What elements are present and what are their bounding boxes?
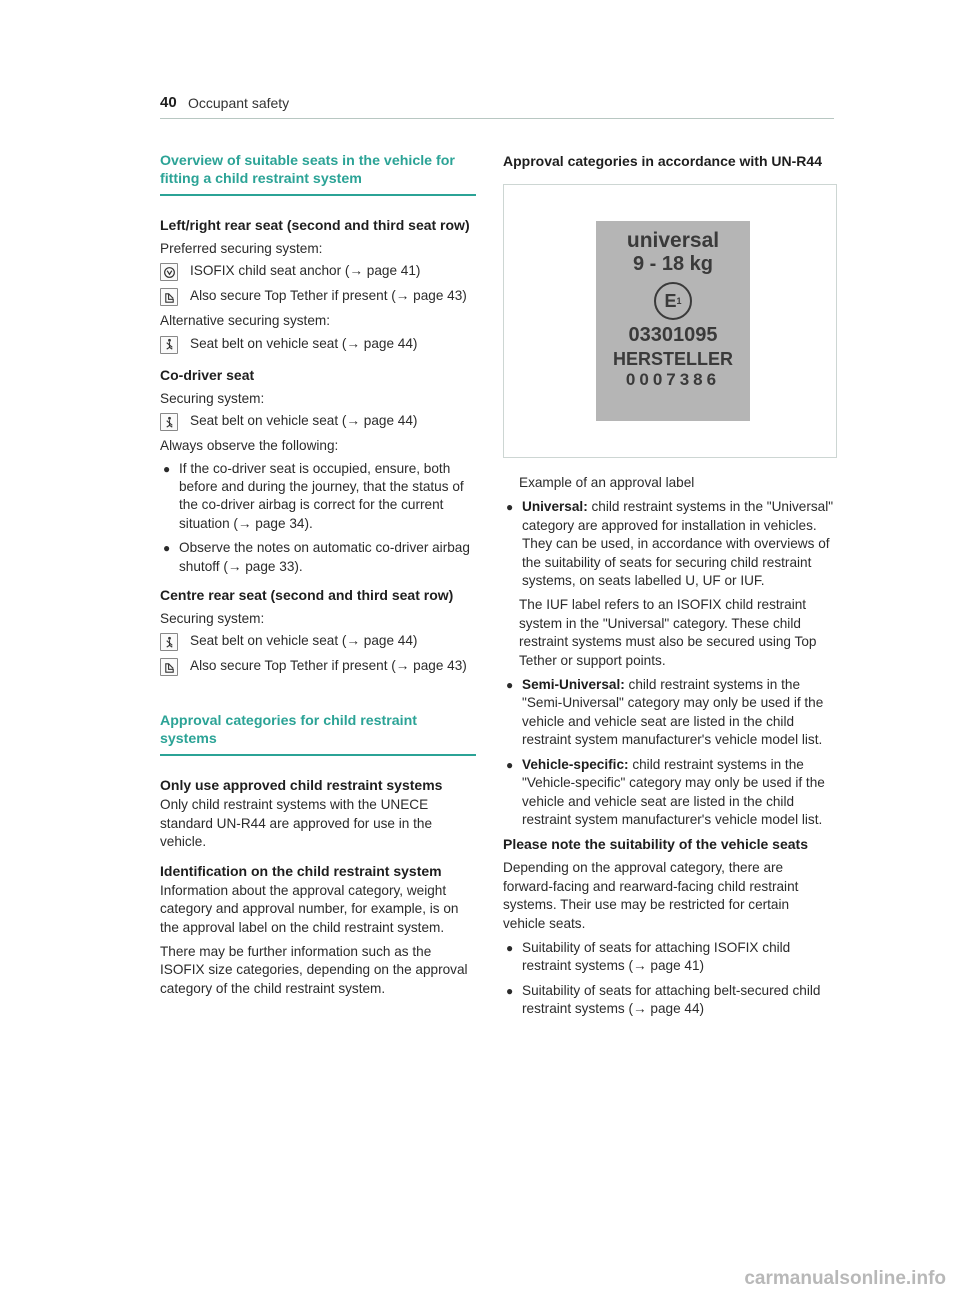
centre-top-tether-text: Also secure Top Tether if present (→ page 43): [190, 658, 467, 674]
list-item: [503, 939, 835, 976]
list-item: [503, 756, 835, 830]
seat-belt-icon: [160, 633, 178, 651]
seat-belt-icon: [160, 413, 178, 431]
bullet-icon: ●: [506, 983, 514, 998]
co-driver-belt-row: [160, 412, 476, 431]
identification-text-2: There may be further information such as the ISOFIX size categories, depending on the approval category of the child restraint system.: [160, 943, 468, 996]
isofix-row: [160, 262, 476, 281]
bullet-icon: ●: [506, 757, 514, 772]
bullet-icon: ●: [163, 541, 171, 556]
bullet-icon: ●: [506, 500, 514, 515]
category-vehicle-text: child restraint systems in the "Vehicle-specific" category may only be used if the vehicle and vehicle seat are listed in the child restraint system manufacturer's vehicle model list.: [522, 756, 825, 827]
section-heading-overview: Overview of suitable seats in the vehicle for fitting a child restraint system: [160, 152, 476, 196]
bullet-text: [522, 676, 835, 750]
subheading-centre-rear-seat: Centre rear seat (second and third seat row): [160, 587, 454, 604]
alternative-securing-label: Alternative securing system:: [160, 313, 330, 329]
category-universal-text: child restraint systems in the "Universal" category are approved for installation in vehicles. They can be used, in accordance with overviews of the suitability of seats for securing child restraint systems, on seats labelled U, UF or IUF.: [522, 499, 834, 589]
chapter-title: Occupant safety: [188, 95, 290, 111]
bullet-text: [522, 498, 835, 590]
only-use-text: Only child restraint systems with the UNECE standard UN-R44 are approved for use in the vehicle.: [160, 797, 433, 850]
subheading-approval-categories: Approval categories in accordance with UN-R44: [503, 153, 822, 169]
bullet-text: [522, 756, 835, 830]
subheading-identification: Identification on the child restraint system: [160, 862, 442, 879]
page-header: [160, 94, 834, 119]
top-tether-icon: [160, 288, 178, 306]
centre-belt-row: [160, 632, 476, 651]
label-manufacturer: HERSTELLER: [612, 349, 733, 369]
section-heading-approval: Approval categories for child restraint systems: [160, 712, 476, 756]
iuf-note: The IUF label refers to an ISOFIX child restraint system in the "Universal" category. These child restraint systems must also be secured using Top Tether or support points.: [519, 597, 817, 668]
subheading-left-right-rear-seat: Left/right rear seat (second and third seat row): [160, 217, 470, 233]
bullet-text: Suitability of seats for attaching belt-secured child restraint systems (→ page 44): [522, 982, 821, 1017]
centre-belt-text: Seat belt on vehicle seat (→ page 44): [190, 633, 418, 649]
isofix-anchor-icon: [160, 263, 178, 281]
always-observe-text: Always observe the following:: [160, 438, 339, 454]
category-vehicle-title: Vehicle-specific:: [522, 756, 629, 772]
approval-label-figure: [503, 184, 837, 458]
label-approval-number: 03301095: [628, 324, 718, 346]
co-driver-belt-text: Seat belt on vehicle seat (→ page 44): [190, 413, 418, 429]
seat-belt-row: [160, 335, 476, 354]
label-weight: 9 - 18 kg: [632, 253, 714, 275]
centre-top-tether-row: [160, 657, 476, 676]
left-column: [160, 152, 476, 1004]
category-semi-title: Semi-Universal:: [522, 677, 625, 693]
list-item: [160, 539, 476, 576]
list-item: [160, 460, 476, 534]
top-tether-text: Also secure Top Tether if present (→ page 43): [190, 288, 467, 304]
subheading-co-driver-seat: Co-driver seat: [160, 366, 255, 383]
centre-securing-label: Securing system:: [160, 611, 265, 627]
suitability-text: Depending on the approval category, there are forward-facing and rearward-facing child restraint systems. Their use may be restricted for certain vehicle seats.: [503, 860, 799, 931]
top-tether-row: [160, 287, 476, 306]
figure-caption: Example of an approval label: [519, 475, 695, 490]
category-semi-text: child restraint systems in the "Semi-Universal" category may only be used if the vehicle and vehicle seat are listed in the child restraint system manufacturer's vehicle model list.: [522, 677, 824, 748]
seat-belt-text: Seat belt on vehicle seat (→ page 44): [190, 335, 418, 351]
category-universal-title: Universal:: [522, 499, 588, 515]
bullet-text: Observe the notes on automatic co-driver airbag shutoff (→ page 33).: [179, 540, 470, 574]
bullet-text: Suitability of seats for attaching ISOFIX child restraint systems (→ page 41): [522, 939, 791, 974]
list-item: [503, 498, 835, 590]
seat-belt-icon: [160, 336, 178, 354]
label-universal: universal: [626, 229, 720, 252]
isofix-text: ISOFIX child seat anchor (→ page 41): [190, 263, 421, 279]
bullet-icon: ●: [506, 940, 514, 955]
preferred-securing-label: Preferred securing system:: [160, 241, 323, 256]
bullet-text: If the co-driver seat is occupied, ensure, both before and during the journey, that the status of the co-driver airbag is correct for the current situation (→ page 34).: [179, 460, 464, 531]
subheading-suitability: Please note the suitability of the vehicle seats: [503, 836, 808, 853]
co-driver-securing-label: Securing system:: [160, 390, 265, 406]
subheading-only-use-approved: Only use approved child restraint systems: [160, 777, 443, 794]
right-column: [503, 152, 835, 1025]
e-mark-letter: E: [664, 290, 677, 311]
e-mark-number: 1: [676, 296, 682, 306]
label-serial: 0007386: [625, 370, 721, 389]
e-mark-icon: [654, 282, 692, 320]
list-item: [503, 676, 835, 750]
identification-text-1: Information about the approval category, weight category and approval number, for example, is on the approval label on the child restraint system.: [160, 882, 459, 935]
page-number: 40: [160, 94, 177, 111]
approval-label-image: [596, 221, 750, 421]
list-item: [503, 982, 835, 1019]
watermark: carmanualsonline.info: [744, 1268, 946, 1289]
bullet-icon: ●: [506, 678, 514, 693]
top-tether-icon: [160, 658, 178, 676]
bullet-icon: ●: [163, 461, 171, 476]
